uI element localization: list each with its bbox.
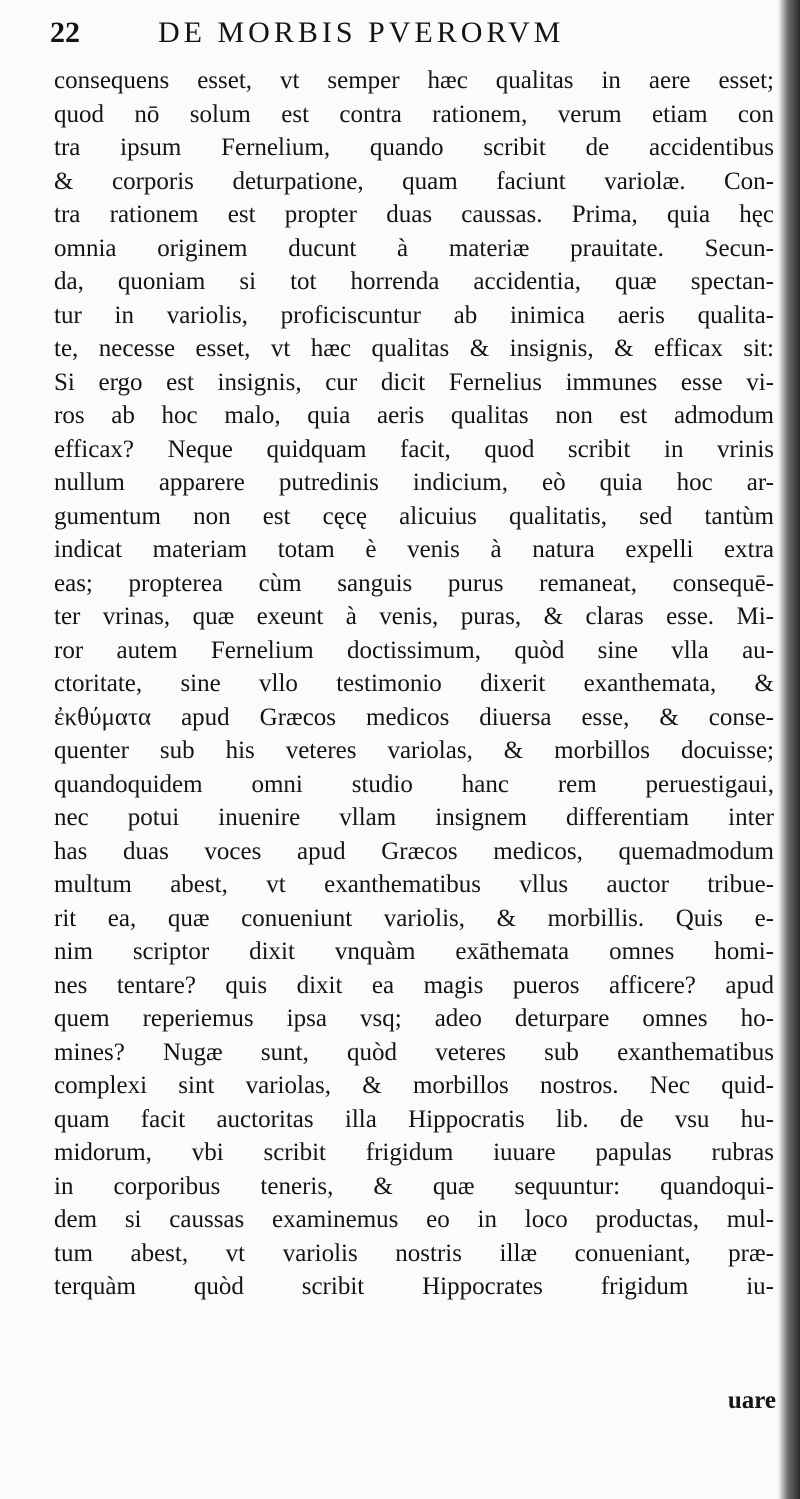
text-line: tra ipsum Fernelium, quando scribit de accidentibus bbox=[54, 134, 774, 161]
text-line: terquàm quòd scribit Hippocrates frigidum iu- bbox=[54, 1273, 774, 1300]
text-line: quam facit auctoritas illa Hippocratis lib. de vsu hu- bbox=[54, 1105, 774, 1133]
text-line: tur in variolis, proficiscuntur ab inimica aeris qualita- bbox=[54, 301, 774, 329]
page-edge-shadow bbox=[778, 0, 800, 1499]
text-line: efficax? Neque quidquam facit, quod scribit in vrinis bbox=[54, 435, 774, 463]
text-line: midorum, vbi scribit frigidum iuuare papulas rubras bbox=[54, 1139, 774, 1166]
text-line: in corporibus teneris, & quæ sequuntur: quandoqui- bbox=[54, 1172, 774, 1200]
text-line: ἐκθύματα apud Græcos medicos diuersa esse, & conse- bbox=[54, 703, 774, 731]
text-line: mines? Nugæ sunt, quòd veteres sub exanthematibus bbox=[54, 1038, 774, 1066]
text-line: nes tentare? quis dixit ea magis pueros afficere? apud bbox=[54, 971, 774, 999]
text-line: quod nō solum est contra rationem, verum etiam con bbox=[54, 100, 774, 128]
text-line: eas; propterea cùm sanguis purus remaneat, consequē- bbox=[54, 569, 774, 597]
text-line: dem si caussas examinemus eo in loco productas, mul- bbox=[54, 1206, 774, 1233]
text-line: has duas voces apud Græcos medicos, quemadmodum bbox=[54, 837, 774, 865]
body-text bbox=[54, 64, 774, 1304]
text-line: ter vrinas, quæ exeunt à venis, puras, & claras esse. Mi- bbox=[54, 603, 774, 630]
text-line: omnia originem ducunt à materiæ prauitate. Secun- bbox=[54, 234, 774, 262]
text-line: multum abest, vt exanthematibus vllus auctor tribue- bbox=[54, 871, 774, 898]
text-line: indicat materiam totam è venis à natura expelli extra bbox=[54, 536, 774, 563]
text-line: tum abest, vt variolis nostris illæ conueniant, præ- bbox=[54, 1239, 774, 1267]
text-line: ctoritate, sine vllo testimonio dixerit exanthemata, & bbox=[54, 670, 774, 697]
text-line: quandoquidem omni studio hanc rem peruestigaui, bbox=[54, 770, 774, 798]
text-line: & corporis deturpatione, quam faciunt variolæ. Con- bbox=[54, 167, 774, 195]
text-line: tra rationem est propter duas caussas. Prima, quia hęc bbox=[54, 201, 774, 228]
text-line: nullum apparere putredinis indicium, eò quia hoc ar- bbox=[54, 469, 774, 496]
running-title: DE MORBIS PVERORVM bbox=[158, 16, 565, 49]
text-line: quem reperiemus ipsa vsq; adeo deturpare omnes ho- bbox=[54, 1005, 774, 1032]
page-header bbox=[50, 16, 730, 58]
catchword: uare bbox=[727, 1387, 776, 1414]
text-line: nec potui inuenire vllam insignem differentiam inter bbox=[54, 804, 774, 831]
text-line: gumentum non est cęcę alicuius qualitatis, sed tantùm bbox=[54, 502, 774, 530]
text-line: quenter sub his veteres variolas, & morbillos docuisse; bbox=[54, 737, 774, 764]
page-number: 22 bbox=[50, 16, 80, 49]
text-line: consequens esset, vt semper hæc qualitas in aere esset; bbox=[54, 67, 774, 94]
text-line: ror autem Fernelium doctissimum, quòd sine vlla au- bbox=[54, 636, 774, 664]
text-line: te, necesse esset, vt hæc qualitas & insignis, & efficax sit: bbox=[54, 335, 774, 362]
text-line: nim scriptor dixit vnquàm exāthemata omnes homi- bbox=[54, 938, 774, 965]
text-line: complexi sint variolas, & morbillos nostros. Nec quid- bbox=[54, 1072, 774, 1099]
text-line: da, quoniam si tot horrenda accidentia, quæ spectan- bbox=[54, 268, 774, 295]
text-line: rit ea, quæ conueniunt variolis, & morbillis. Quis e- bbox=[54, 904, 774, 932]
text-line: Si ergo est insignis, cur dicit Fernelius immunes esse vi- bbox=[54, 368, 774, 396]
text-line: ros ab hoc malo, quia aeris qualitas non est admodum bbox=[54, 402, 774, 429]
